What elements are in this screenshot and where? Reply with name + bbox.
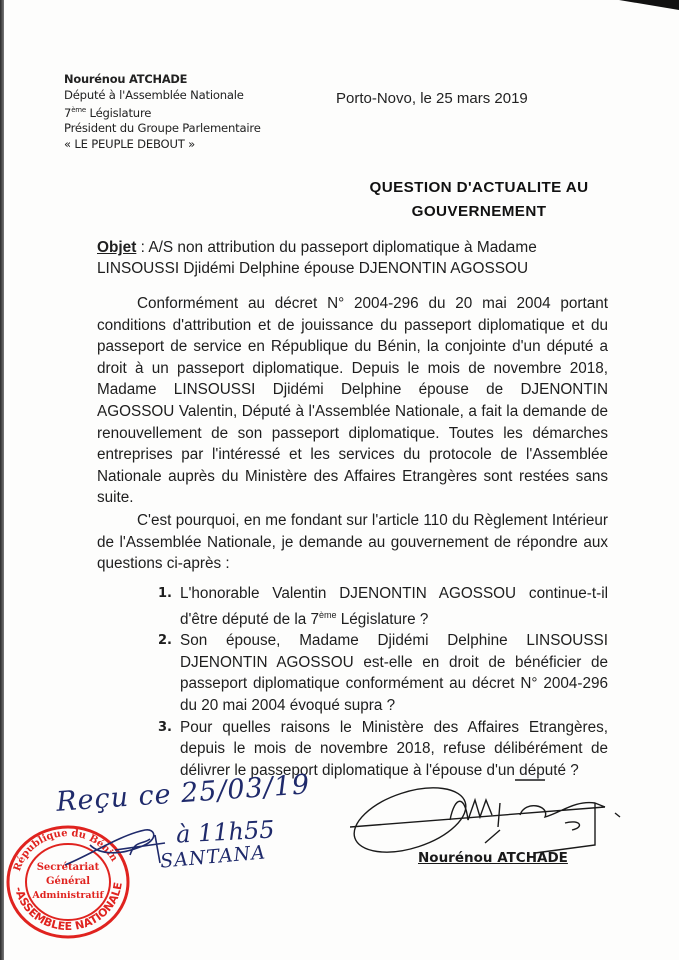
sender-group: « LE PEUPLE DEBOUT » <box>64 136 195 151</box>
sender-block <box>64 72 261 152</box>
question-number: 3. <box>158 719 172 735</box>
question-number: 1. <box>158 586 172 601</box>
stamp-outer-bottom-text: -ASSEMBLEE NATIONALE <box>12 881 125 934</box>
signatory-name: Nourénou ATCHADE <box>418 850 568 866</box>
questions-list <box>158 583 608 781</box>
question-sup: ème <box>319 609 337 620</box>
receiver-signature <box>60 825 170 875</box>
signature-strokes <box>350 780 620 853</box>
stamp-inner-line-1: Secrétariat <box>36 862 100 873</box>
stamp-inner-line-2: Général <box>45 876 91 887</box>
sender-presidency: Président du Groupe Parlementaire <box>64 121 261 136</box>
legislature-number: 7 <box>64 105 72 120</box>
signature-loop <box>350 775 474 855</box>
question-text: Son épouse, Madame Djidémi Delphine LINSOUSSI DJENONTIN AGOSSOU est-elle en droit de bénéficier de passeport diplomatique conformément au décret N° 2004-296 du 20 mai 2004 évoqué supra ? <box>180 632 608 715</box>
subject-label: Objet <box>97 239 137 256</box>
question-number: 2. <box>158 633 172 649</box>
stamp-outer-top-text: République du Bénin <box>11 827 120 873</box>
question-item-3 <box>158 717 608 782</box>
letter-date: Porto-Novo, le 25 mars 2019 <box>336 90 528 107</box>
document-title <box>324 176 634 224</box>
question-text: L'honorable Valentin DJENONTIN AGOSSOU continue-t-il d'être député de la 7 <box>180 585 608 628</box>
sender-legislature <box>64 103 261 121</box>
handwritten-received-note: Reçu ce 25/03/19 <box>55 769 312 818</box>
handwritten-receiver: SANTANA <box>159 841 267 873</box>
handwritten-time: à 11h55 <box>175 815 276 849</box>
scan-edge <box>0 0 4 960</box>
scan-corner <box>619 0 679 10</box>
question-item-2 <box>158 630 608 716</box>
question-text-end: Législature ? <box>336 610 429 628</box>
legislature-text: Législature <box>86 105 152 120</box>
sender-name: Nourénou ATCHADE <box>64 72 188 86</box>
signature-strokes <box>65 830 165 865</box>
body-paragraph-1: Conformément au décret N° 2004-296 du 20 mai 2004 portant conditions d'attribution et de jouissance du passeport diplomatique et du passeport de service en République du Bénin, la conjointe d'un député a droit à un passeport diplomatique. Depuis le mois de novembre 2018, Madame LINSOUSSI Djidémi Delphine épouse de DJENONTIN AGOSSOU Valentin, Député à l'Assemblée Nationale, a fait la demande de renouvellement de son passeport diplomatique. Toutes les démarches entreprises par l'intéressé et les services du protocole de l'Assemblée Nationale auprès du Ministère des Affaires Etrangères sont restées sans suite. <box>97 295 608 507</box>
question-text: Pour quelles raisons le Ministère des Affaires Etrangères, depuis le mois de novembre 2018, refuse délibérément de délivrer le passeport diplomatique à l'épouse d'un député ? <box>180 718 608 779</box>
subject-text: : A/S non attribution du passeport diplomatique à Madame LINSOUSSI Djidémi Delphine épouse DJENONTIN AGOSSOU <box>97 239 537 277</box>
body-paragraph-2: C'est pourquoi, en me fondant sur l'article 110 du Règlement Intérieur de l'Assemblée Nationale, je demande au gouvernement de répondre aux questions ci-après : <box>97 512 608 573</box>
question-item-1 <box>158 583 608 630</box>
title-line-1: QUESTION D'ACTUALITE AU <box>369 179 589 196</box>
subject-line <box>97 237 617 279</box>
sender-role: Député à l'Assemblée Nationale <box>64 87 244 102</box>
legislature-sup: ème <box>71 106 87 114</box>
stamp-inner-line-3: Administratif <box>32 890 104 901</box>
author-signature <box>350 775 650 855</box>
title-line-2: GOUVERNEMENT <box>411 203 547 220</box>
